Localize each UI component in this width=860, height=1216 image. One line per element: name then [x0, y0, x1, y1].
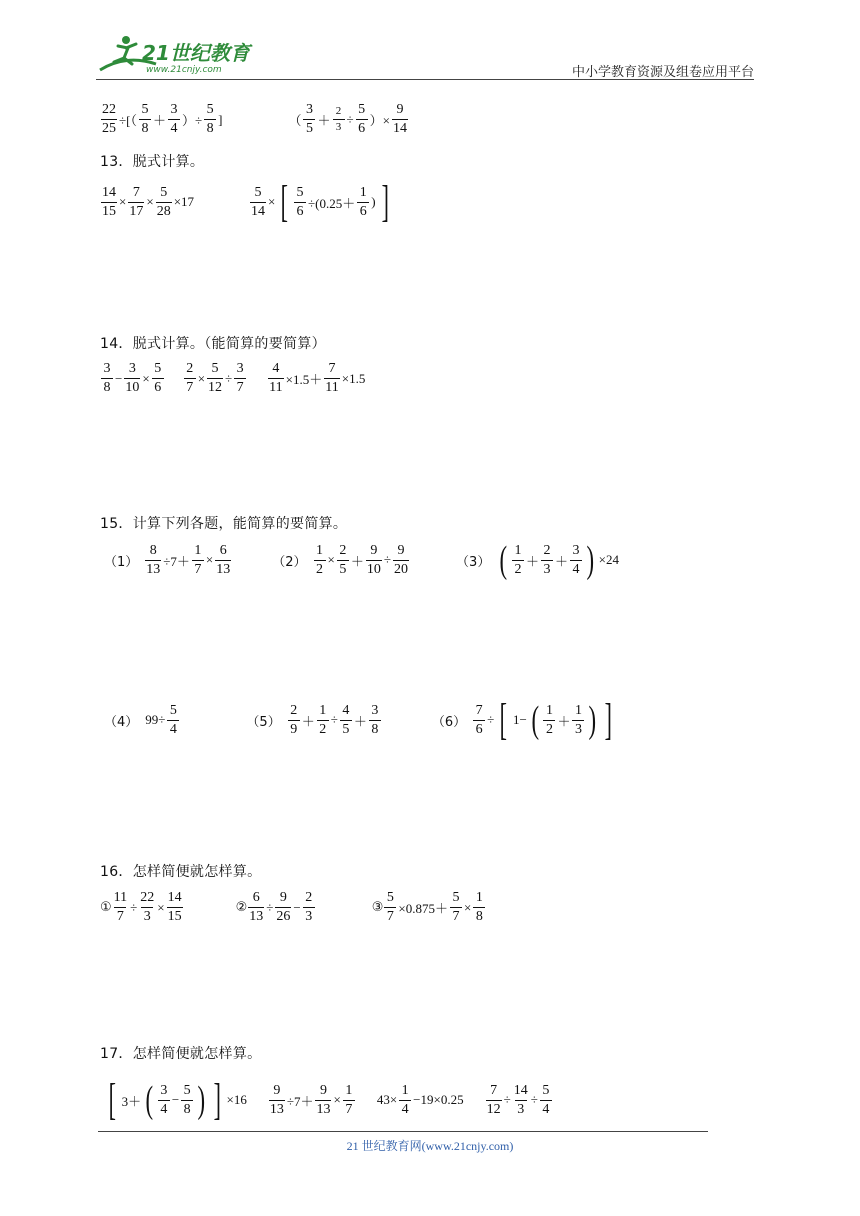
site-logo — [96, 34, 256, 78]
q12-row: $\frac{22}{25}$ ÷[（ $\frac{5}{8}$ ＋ $\frac{3}{4}$ ）÷ $\frac{5}{8}$ ] （ $\frac{3}{5}$ ＋ $\frac{2}{3}$ ÷ $\frac{5}{6}$ ）× $\frac{9}{14}$ — [102, 102, 407, 136]
q15-label-6: （6） — [431, 714, 467, 730]
header-divider — [96, 79, 754, 80]
footer-divider — [98, 1131, 708, 1132]
q16-label-3: ③ — [371, 900, 384, 915]
logo-sub-text: www.21cnjy.com — [146, 65, 222, 75]
q16-label-2: ② — [235, 900, 248, 915]
q16-row: ① $\frac{11}{7}$ ÷ $\frac{22}{3}$ × $\frac{14}{15}$ ② $\frac{6}{13}$ ÷ $\frac{9}{26}$ − $\frac{2}{3}$ ③ $\frac{5}{7}$ ×0.875＋ $\frac{5}{7}$ × $\frac{1}{8}$ — [100, 891, 486, 924]
q15-label-2: （2） — [272, 554, 307, 570]
logo-main-text: 21世纪教育 — [142, 41, 250, 65]
q15-label-1: （1） — [104, 554, 139, 570]
q14-title: 14．脱式计算。（能简算的要简算） — [100, 336, 326, 352]
header-platform-text: 中小学教育资源及组卷应用平台 — [571, 65, 754, 80]
q15-row-2: （4） 99÷ $\frac{5}{4}$ （5） $\frac{2}{9}$ ＋ $\frac{1}{2}$ ÷ $\frac{4}{5}$ ＋ $\frac{3}{8}$ （6） $\frac{7}{6}$ ÷ [ 1− ( $\frac{1}{2}$ ＋ $\frac{1}{3}$ ) ] — [104, 695, 613, 744]
q17-row: [ 3＋ ( $\frac{3}{4}$ − $\frac{5}{8}$ ) ] ×16 $\frac{9}{13}$ ÷7＋ $\frac{9}{13}$ × $\frac{1}{7}$ 43× $\frac{1}{4}$ −19×0.25 $\frac{7}{12}$ ÷ $\frac{14}{3}$ ÷ $\frac{5}{4}$ — [104, 1078, 553, 1122]
q16-title: 16．怎样简便就怎样算。 — [100, 864, 262, 880]
q13-row: $\frac{14}{15}$ × $\frac{7}{17}$ × $\frac{5}{28}$ ×17 $\frac{5}{14}$ × [ $\frac{5}{6}$ ÷(0.25＋ $\frac{1}{6}$ ) ] — [102, 177, 389, 226]
q15-row-1: （1） $\frac{8}{13}$ ÷7＋ $\frac{1}{7}$ × $\frac{6}{13}$ （2） $\frac{1}{2}$ × $\frac{2}{5}$ ＋ $\frac{9}{10}$ ÷ $\frac{9}{20}$ （3） ( $\frac{1}{2}$ ＋ $\frac{2}{3}$ ＋ $\frac{3}{4}$ ) ×24 — [104, 539, 620, 581]
q15-label-3: （3） — [456, 554, 491, 570]
q15-label-5: （5） — [246, 714, 281, 730]
q15-label-4: （4） — [104, 714, 139, 730]
q17-title: 17．怎样简便就怎样算。 — [100, 1046, 262, 1062]
q15-title: 15．计算下列各题，能简算的要简算。 — [100, 516, 348, 532]
q13-title: 13．脱式计算。 — [100, 154, 205, 170]
q14-row: $\frac{3}{8}$ − $\frac{3}{10}$ × $\frac{5}{6}$ $\frac{2}{7}$ × $\frac{5}{12}$ ÷ $\frac{3}{7}$ $\frac{4}{11}$ ×1.5＋ $\frac{7}{11}$ ×1.5 — [100, 362, 366, 395]
footer-text[interactable]: 21 世纪教育网(www.21cnjy.com) — [346, 1139, 514, 1153]
q16-label-1: ① — [100, 900, 112, 915]
